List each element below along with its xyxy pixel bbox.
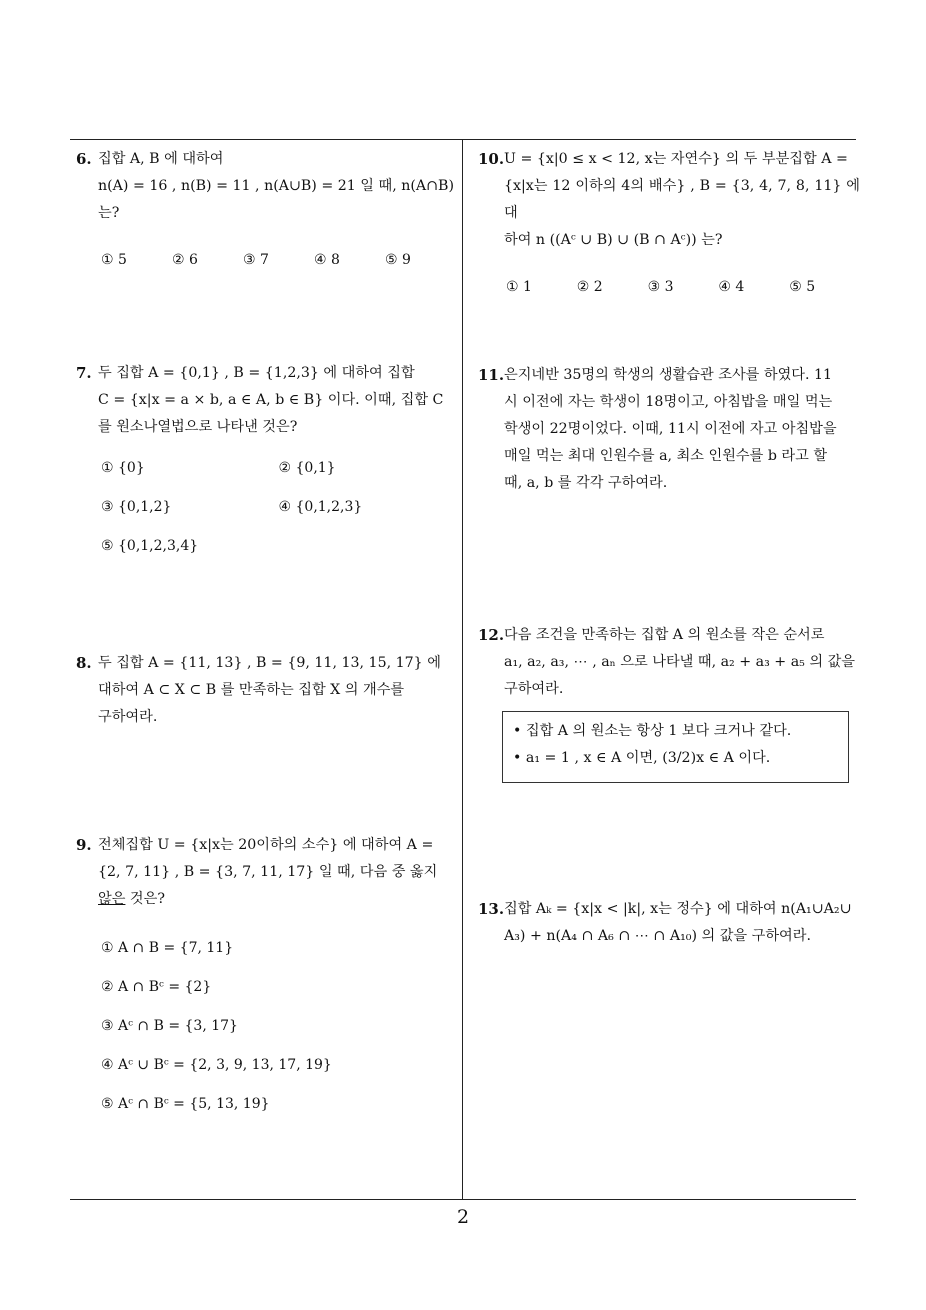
choice[interactable]: ① 5 xyxy=(101,252,127,268)
question-line: n(A) = 16 , n(B) = 11 , n(A∪B) = 21 일 때, n(A∩B) xyxy=(98,178,455,194)
choices xyxy=(101,247,456,274)
question-line: 구하여라. xyxy=(504,681,564,697)
conditions-box xyxy=(502,711,849,783)
question-number: 13. xyxy=(478,900,505,918)
question-number: 9. xyxy=(76,836,92,854)
question-line: C = {x|x = a × b, a ∈ A, b ∈ B} 이다. 이때, 집합 C xyxy=(98,392,444,408)
question-line: 은지네반 35명의 학생의 생활습관 조사를 하였다. 11 xyxy=(504,367,833,383)
underlined-word: 않은 xyxy=(98,891,126,907)
question-line: 시 이전에 자는 학생이 18명이고, 아침밥을 매일 먹는 xyxy=(504,394,833,410)
condition-item: • a₁ = 1 , x ∈ A 이면, (3/2)x ∈ A 이다. xyxy=(513,750,771,766)
question-11 xyxy=(478,362,860,497)
choice[interactable]: ① 1 xyxy=(506,279,532,295)
question-number: 12. xyxy=(478,626,505,644)
choices xyxy=(506,274,860,301)
question-8 xyxy=(76,650,456,731)
question-13 xyxy=(478,896,860,950)
question-line: 는? xyxy=(98,205,120,221)
question-line: 학생이 22명이었다. 이때, 11시 이전에 자고 아침밥을 xyxy=(504,421,837,437)
question-number: 11. xyxy=(478,366,505,384)
choice[interactable]: ③ 7 xyxy=(243,252,269,268)
choice[interactable]: ② 6 xyxy=(172,252,198,268)
question-12 xyxy=(478,622,860,783)
choice[interactable]: ③ 3 xyxy=(647,279,674,295)
question-line: 전체집합 U = {x|x는 20이하의 소수} 에 대하여 A = xyxy=(98,837,434,853)
choice[interactable]: ⑤ 5 xyxy=(789,279,816,295)
choice[interactable]: ③ {0,1,2} xyxy=(101,499,172,515)
choices-row xyxy=(101,455,456,494)
choice[interactable]: ② A ∩ Bᶜ = {2} xyxy=(101,979,212,995)
question-line: 구하여라. xyxy=(98,709,158,725)
question-line: a₁, a₂, a₃, ⋯ , aₙ 으로 나타낼 때, a₂ + a₃ + a₅ 의 값을 xyxy=(504,654,855,670)
question-7 xyxy=(76,360,456,572)
question-line: 두 집합 A = {11, 13} , B = {9, 11, 13, 15, 17} 에 xyxy=(98,655,441,671)
question-line: 하여 n ((Aᶜ ∪ B) ∪ (B ∩ Aᶜ)) 는? xyxy=(504,232,723,248)
question-number: 7. xyxy=(76,364,92,382)
question-line: 집합 A, B 에 대하여 xyxy=(98,151,224,167)
choice[interactable]: ③ Aᶜ ∩ B = {3, 17} xyxy=(101,1018,238,1034)
question-number: 8. xyxy=(76,654,92,672)
choice[interactable]: ④ 4 xyxy=(718,279,745,295)
question-line: {x|x는 12 이하의 4의 배수} , B = {3, 4, 7, 8, 11} 에 대 xyxy=(504,178,860,221)
choice[interactable]: ② 2 xyxy=(576,279,603,295)
column-separator xyxy=(462,139,463,1200)
question-line: 를 원소나열법으로 나타낸 것은? xyxy=(98,419,298,435)
choice[interactable]: ④ 8 xyxy=(314,252,340,268)
question-line: 때, a, b 를 각각 구하여라. xyxy=(504,475,668,491)
question-line: 두 집합 A = {0,1} , B = {1,2,3} 에 대하여 집합 xyxy=(98,365,415,381)
question-10 xyxy=(478,146,860,301)
choices-row xyxy=(101,494,456,533)
question-6 xyxy=(76,146,456,274)
condition-item: • 집합 A 의 원소는 항상 1 보다 크거나 같다. xyxy=(513,723,792,739)
page-number: 2 xyxy=(456,1206,470,1228)
choices-row xyxy=(101,533,456,572)
choice[interactable]: ① A ∩ B = {7, 11} xyxy=(101,940,234,956)
question-tail: 것은? xyxy=(125,891,165,907)
question-9 xyxy=(76,832,456,1130)
question-line: 대하여 A ⊂ X ⊂ B 를 만족하는 집합 X 의 개수를 xyxy=(98,682,405,698)
choice[interactable]: ⑤ {0,1,2,3,4} xyxy=(101,538,199,554)
choice[interactable]: ④ {0,1,2,3} xyxy=(278,499,363,515)
question-line: U = {x|0 ≤ x < 12, x는 자연수} 의 두 부분집합 A = xyxy=(504,151,848,167)
choices xyxy=(101,935,456,1130)
choice[interactable]: ⑤ Aᶜ ∩ Bᶜ = {5, 13, 19} xyxy=(101,1096,270,1112)
choice[interactable]: ① {0} xyxy=(101,460,145,476)
top-rule xyxy=(70,139,856,140)
question-line: 다음 조건을 만족하는 집합 A 의 원소를 작은 순서로 xyxy=(504,627,825,643)
choice[interactable]: ④ Aᶜ ∪ Bᶜ = {2, 3, 9, 13, 17, 19} xyxy=(101,1057,332,1073)
question-number: 6. xyxy=(76,150,92,168)
question-line: 매일 먹는 최대 인원수를 a, 최소 인원수를 b 라고 할 xyxy=(504,448,828,464)
choice[interactable]: ② {0,1} xyxy=(278,460,336,476)
question-number: 10. xyxy=(478,150,505,168)
question-line: {2, 7, 11} , B = {3, 7, 11, 17} 일 때, 다음 중 옳지 xyxy=(98,864,438,880)
question-line: 집합 Aₖ = {x|x < |k|, x는 정수} 에 대하여 n(A₁∪A₂∪ xyxy=(504,901,852,917)
choice[interactable]: ⑤ 9 xyxy=(385,252,411,268)
bottom-rule xyxy=(70,1199,856,1200)
question-line xyxy=(98,886,456,913)
question-line: A₃) + n(A₄ ∩ A₆ ∩ ⋯ ∩ A₁₀) 의 값을 구하여라. xyxy=(504,928,811,944)
